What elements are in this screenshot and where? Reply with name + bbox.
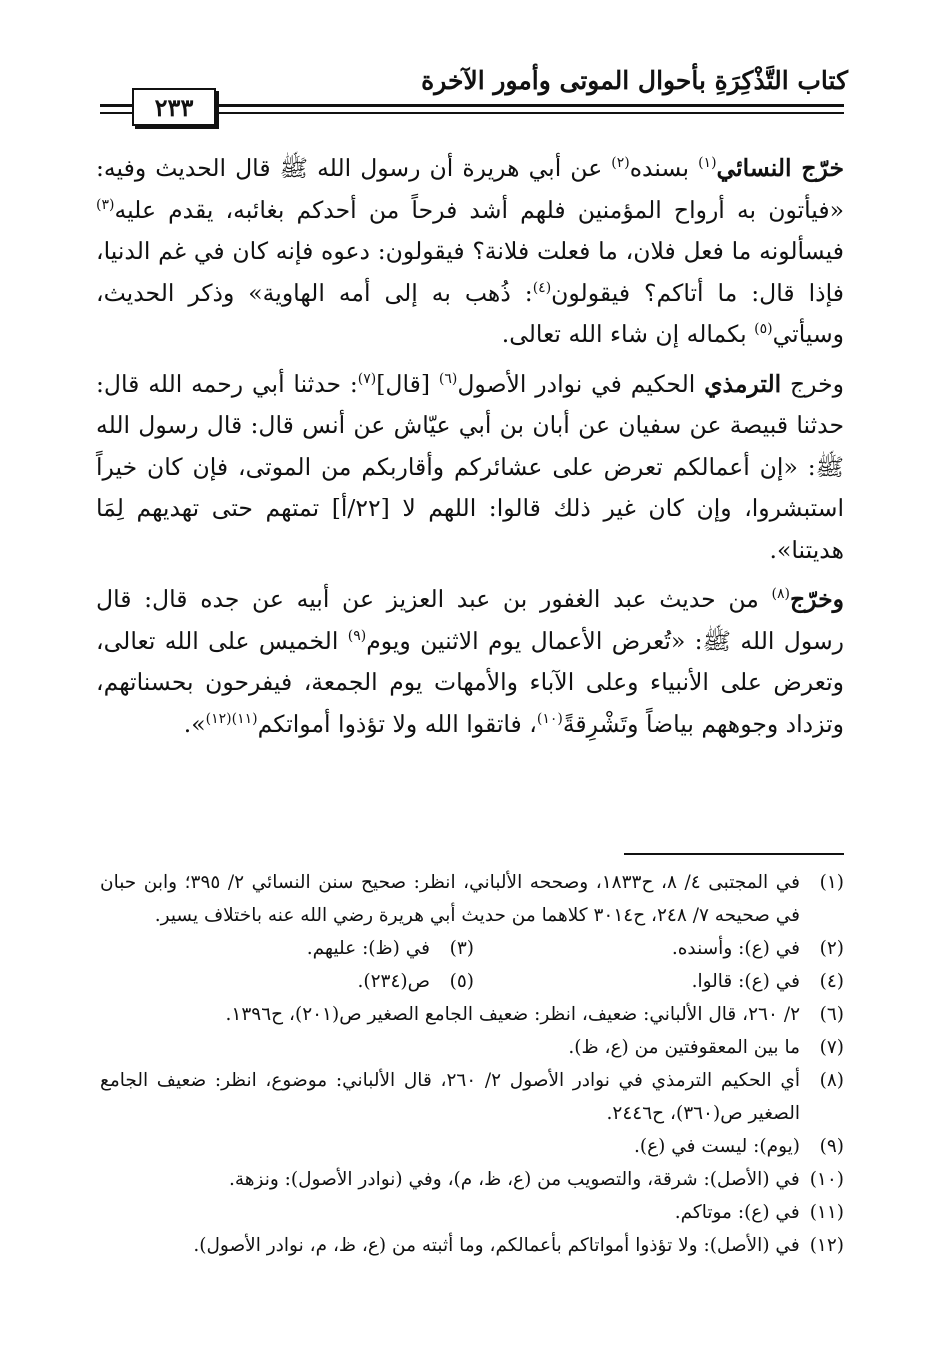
footnote-text: في (ظ): عليهم. <box>306 938 430 959</box>
footnote-ref-9: (٩) <box>347 627 367 644</box>
footnote-text: (يوم): ليست في (ع). <box>634 1136 800 1157</box>
footnote-text: في (ع): قالوا. <box>691 971 800 992</box>
footnote-number: (٧) <box>819 1037 844 1058</box>
p1-bold: خرّج النسائي <box>716 154 844 182</box>
p3-text-3: الخميس على الله تعالى، وتعرض على الأنبياء وعلى الآباء والأمهات يوم الجمعة، فيفرحون بحسناتهم، وتزداد وجوههم بياضاً وتَشْرِقةً <box>96 626 844 738</box>
footnote-10 <box>100 1163 844 1196</box>
footnote-12 <box>100 1229 844 1262</box>
footnotes <box>100 866 844 1262</box>
footnote-text: ما بين المعقوفتين من (ع، ظ). <box>568 1037 800 1058</box>
footnote-2 <box>474 932 844 965</box>
footnote-6 <box>100 998 844 1031</box>
footnote-number: (٥) <box>449 971 474 992</box>
footnote-5 <box>357 965 474 998</box>
p1-text-5: : ذُهب به إلى أمه الهاوية» وذكر الحديث، وسيأتي <box>96 278 844 348</box>
footnote-ref-10: (١٠) <box>536 710 563 727</box>
footnote-text: ٢/ ٢٦٠، قال الألباني: ضعيف، انظر: ضعيف الجامع الصغير ص(٢٠١)، ح١٣٩٦. <box>225 1004 800 1025</box>
p1-text-6: بكماله إن شاء الله تعالى. <box>501 320 755 348</box>
footnote-text: في (الأصل): ولا تؤذوا أمواتاكم بأعمالكم، وما أثبته من (ع، ظ، م، نوادر الأصول). <box>193 1235 800 1256</box>
footnote-number: (٣) <box>449 938 474 959</box>
paragraph-2 <box>96 364 844 572</box>
p2-text-3: الحكيم في نوادر الأصول <box>457 369 705 398</box>
footnote-ref-4: (٤) <box>532 279 552 296</box>
footnote-ref-3: (٣) <box>96 196 115 213</box>
p1-text-2: بسنده <box>629 154 699 182</box>
p3-text-4: ، فاتقوا الله ولا تؤذوا أمواتكم <box>257 709 537 738</box>
footnote-11 <box>100 1196 844 1229</box>
paragraph-1 <box>96 148 844 356</box>
footnote-number: (١١) <box>809 1202 844 1223</box>
footnote-number: (٢) <box>819 938 844 959</box>
footnote-number: (١٢) <box>809 1235 844 1256</box>
footnote-1 <box>100 866 844 932</box>
footnote-ref-1: (١) <box>698 155 717 172</box>
footnote-text: في (ع): وأسنده. <box>671 938 800 959</box>
footnote-number: (٦) <box>819 1004 844 1025</box>
footnote-separator <box>624 853 844 855</box>
footnote-number: (١) <box>819 872 844 893</box>
footnote-row-4-5 <box>100 965 844 998</box>
footnote-ref-2: (٢) <box>611 155 630 172</box>
p3-text-2: من حديث عبد الغفور بن عبد العزيز عن أبيه عن جده قال: قال رسول الله ﷺ: «تُعرض الأعمال يوم الاثنين ويوم <box>96 585 844 655</box>
p2-text-4: [قال] <box>376 369 439 398</box>
p3-text-5: ». <box>183 709 206 738</box>
footnote-ref-11-12: (١١)(١٢) <box>205 710 258 727</box>
running-title: كتاب التَّذْكِرَةِ بأحوال الموتى وأمور الآخرة <box>421 66 848 95</box>
footnote-number: (٨) <box>819 1070 844 1091</box>
p3-bold: وخرّج <box>789 585 844 613</box>
footnote-ref-5: (٥) <box>754 321 773 338</box>
p2-text-1: وخرج <box>781 369 845 398</box>
p1-text-3: عن أبي هريرة أن رسول الله ﷺ قال الحديث وفيه: «فيأتون به أرواح المؤمنين فلهم أشد فرحاً من أحدكم بغائبه، يقدم عليه <box>96 154 844 224</box>
p2-text-5: : حدثنا أبي رحمه الله قال: حدثنا قبيصة عن سفيان عن أبان بن أبي عيّاش عن أنس قال: قال رسول الله ﷺ: «إن أعمالكم تعرض على عشائركم وأقاربكم من الموتى، فإن كان خيراً استبشروا، وإن كان غير ذلك قالوا: اللهم لا [٢٢/أ] تمتهم حتى تهديهم لِمَا هديتنا». <box>96 369 844 564</box>
footnote-text: في (ع): موتاكم. <box>674 1202 800 1223</box>
footnote-9 <box>100 1130 844 1163</box>
footnote-ref-8: (٨) <box>771 586 790 603</box>
footnote-number: (١٠) <box>809 1169 844 1190</box>
footnote-text: في (الأصل): شرقة، والتصويب من (ع، ظ، م)، وفي (نوادر الأصول): ونزهة. <box>228 1169 800 1190</box>
footnote-3 <box>307 932 474 965</box>
footnote-ref-6: (٦) <box>438 370 458 387</box>
p1-text-4: فيسألونه ما فعل فلان، ما فعلت فلانة؟ فيقولون: دعوه فإنه كان في غم الدنيا، فإذا قال: ما أتاكم؟ فيقولون <box>96 237 844 307</box>
footnote-number: (٩) <box>819 1136 844 1157</box>
p2-bold: الترمذي <box>704 369 782 398</box>
footnote-number: (٤) <box>819 971 844 992</box>
footnote-8 <box>100 1064 844 1130</box>
paragraph-3 <box>96 579 844 745</box>
footnote-4 <box>474 965 844 998</box>
footnote-row-2-3 <box>100 932 844 965</box>
footnote-ref-7: (٧) <box>357 370 377 387</box>
footnote-text: ص(٢٣٤). <box>357 971 430 992</box>
footnote-7 <box>100 1031 844 1064</box>
footnote-text: أي الحكيم الترمذي في نوادر الأصول ٢/ ٢٦٠، قال الألباني: موضوع، انظر: ضعيف الجامع الصغير ص(٣٦٠)، ح٢٤٤٦. <box>100 1070 800 1124</box>
main-text <box>96 148 844 753</box>
footnote-text: في المجتبى ٤/ ٨، ح١٨٣٣، وصححه الألباني، انظر: صحيح سنن النسائي ٢/ ٣٩٥؛ وابن حبان في صحيحه ٧/ ٢٤٨، ح٣٠١٤ كلاهما من حديث أبي هريرة رضي الله عنه باختلاف يسير. <box>100 872 801 926</box>
page-number: ٢٣٣ <box>132 88 216 126</box>
